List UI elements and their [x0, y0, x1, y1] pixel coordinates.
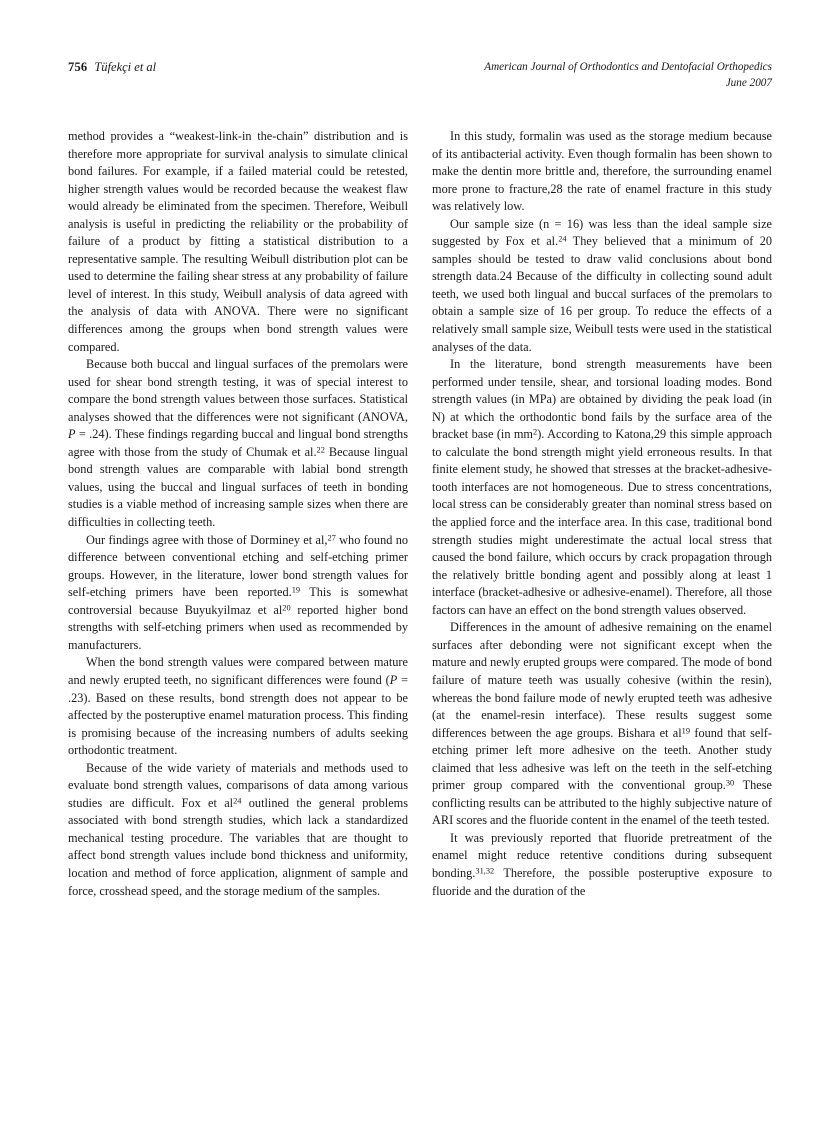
paragraph: It was previously reported that fluoride pretreatment of the enamel might reduce retentive conditions during subsequent bonding.$^{31,32}$ Therefore, the possible posteruptive exposure to fluoride and the duration of the — [432, 830, 772, 898]
running-head-author: Tüfekçi et al — [94, 60, 157, 74]
paragraph: In the literature, bond strength measurements have been performed under tensile, shear, and torsional loading modes. Bond strength values (in MPa) are obtained by dividing the peak load (in N) at which the orthodontic bond fails by the surface area of the bracket base (in $mm^2$). According to Katona,29 this simple approach to calculate the bond strength might yield erroneous results. In that finite element study, he showed that stresses at the bracket-adhesive-tooth interfaces are not homogeneous. Due to stress concentrations, local stress can be considerably greater than nominal stress based on the applied force and the interface area. In this case, traditional bond strength studies might underestimate the actual local stress that caused the bond failure, which occurs by crack propagation through the relatively brittle bonding agent and possibly along at least 1 interface (bracket-adhesive or adhesive-enamel). Therefore, all those factors can have an effect on the bond strength values observed. — [432, 357, 772, 617]
page-number: 756 — [68, 60, 88, 74]
paragraph: When the bond strength values were compared between mature and newly erupted teeth, no significant differences were found (P = .23). Based on these results, bond strength does not appear to be affected by the posteruptive enamel maturation process. This finding is promising because of the increasing numbers of adults seeking orthodontic treatment. — [68, 655, 408, 758]
issue-date: June 2007 — [725, 76, 772, 89]
paragraph: Differences in the amount of adhesive remaining on the enamel surfaces after debonding were not significant except when the mature and newly erupted groups were compared. The mode of bond failure of mature teeth was usually cohesive (within the resin), whereas the bond failure mode of newly erupted teeth was adhesive (at the enamel-resin interface). These results suggest some differences between the age groups. Bishara et $al^{19}$ found that self-etching primer left more adhesive on the teeth. Another study claimed that less adhesive was left on the teeth in the self-etching primer group compared with the conventional group.$^{30}$ These conflicting results can be attributed to the highly subjective nature of ARI scores and the fluoride content in the enamel of the teeth tested. — [432, 620, 772, 828]
left-column — [68, 128, 408, 900]
paragraph: Because of the wide variety of materials and methods used to evaluate bond strength values, comparisons of data among various studies are difficult. Fox et $al^{24}$ outlined the general problems associated with bond strength studies, which lack a standardized mechanical testing procedure. The variables that are thought to affect bond strength values include bond thickness and uniformity, location and method of force application, alignment of sample and force, crosshead speed, and the storage medium of the samples. — [68, 760, 409, 898]
paragraph: Our findings agree with those of Dorminey et al,$^{27}$ who found no difference between conventional etching and self-etching primer groups. However, in the literature, lower bond strength values for self-etching primers have been reported.$^{19}$ This is somewhat controversial because Buyukyilmaz et $al^{20}$ reported higher bond strengths with self-etching primers when used as recommended by manufacturers. — [68, 532, 408, 652]
journal-title: American Journal of Orthodontics and Dentofacial Orthopedics — [484, 61, 772, 73]
paragraph: In this study, formalin was used as the storage medium because of its antibacterial activity. Even though formalin has been shown to make the dentin more brittle and, therefore, the surrounding enamel more prone to fracture,28 the rate of enamel fracture in this study was relatively low. — [432, 129, 772, 214]
running-head-right — [484, 60, 772, 91]
running-head — [68, 60, 772, 94]
paragraph: Because both buccal and lingual surfaces of the premolars were used for shear bond strength testing, it was of special interest to compare the bond strength values between those surfaces. Statistical analyses showed that the differences were not significant (ANOVA, P = .24). These findings regarding buccal and lingual bond strengths agree with those from the study of Chumak et al.$^{22}$ Because lingual bond strength values are comparable with labial bond strength values, using the buccal and lingual surfaces of teeth in bonding studies is a viable method of increasing sample sizes when there are difficulties in collecting teeth. — [68, 357, 408, 530]
right-column — [432, 128, 772, 900]
body-columns — [68, 128, 772, 900]
paragraph: Our sample size (n = 16) was less than the ideal sample size suggested by Fox et al.$^{24}$ They believed that a minimum of 20 samples should be tested to draw valid conclusions about bond strength data.24 Because of the difficulty in collecting sound adult teeth, we used both lingual and buccal surfaces of the premolars to obtain a sample size of 16 per group. To reduce the effects of a relatively small sample size, Weibull tests were used in the statistical analyses of the data. — [432, 216, 772, 354]
running-head-left — [68, 60, 156, 75]
paragraph: method provides a “weakest-link-in the-chain” distribution and is therefore more appropriate for survival analysis to simulate clinical bond failures. For example, if a failed material could be retested, higher strength values would be recorded because the weakest flaw would already be eliminated from the specimen. Therefore, Weibull analysis is useful in predicting the reliability or the probability of failure of a product by fitting a statistical distribution to a representative sample. The resulting Weibull distribution plot can be used to determine the failing shear stress at any probability of failure level of interest. In this study, Weibull analysis of data agreed with the analysis of data with ANOVA. There were no significant differences among the groups when bond strength values were compared. — [68, 129, 408, 354]
